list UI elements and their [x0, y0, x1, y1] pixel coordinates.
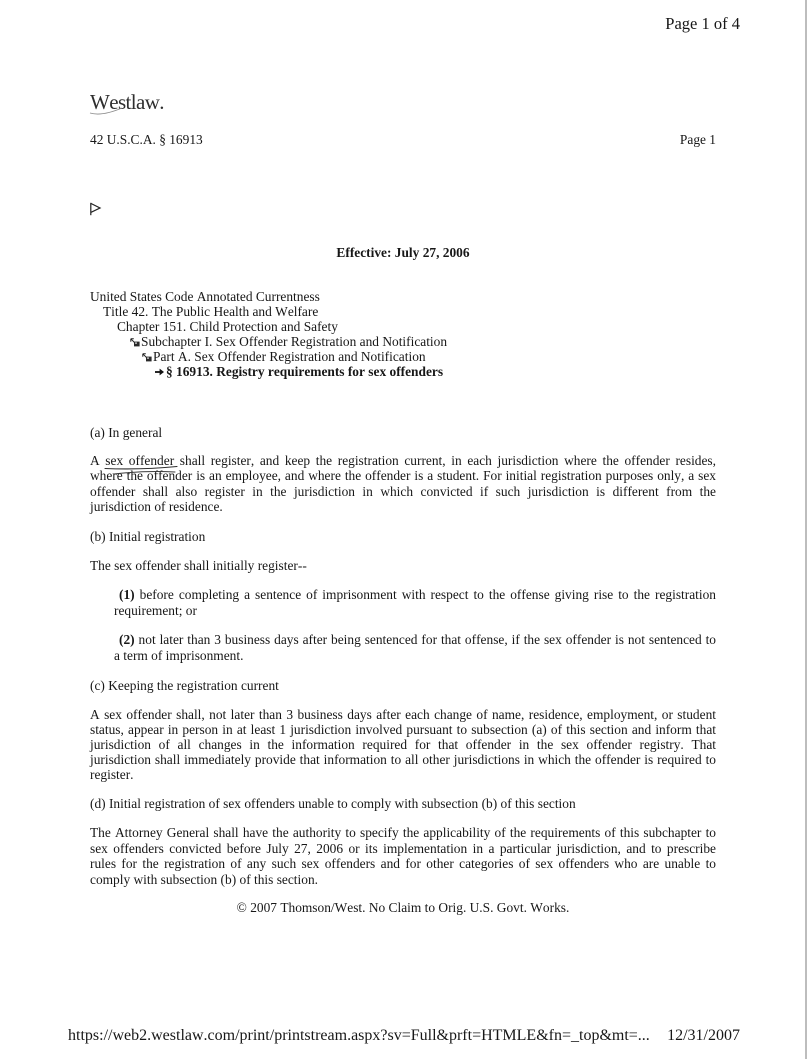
hierarchy-subchapter	[90, 334, 447, 349]
paragraph-line: jurisdiction of residence.	[90, 498, 223, 514]
hierarchy-subchapter-label: Subchapter I. Sex Offender Registration and Notification	[141, 334, 448, 349]
item-line: requirement; or	[114, 603, 197, 618]
logo-swoosh-icon	[88, 104, 128, 116]
section-d-paragraph	[90, 825, 716, 887]
paragraph-line: offender shall also register in the jurisdiction in which convicted if such jurisdiction is different from the	[90, 483, 716, 499]
hierarchy-section-label: § 16913. Registry requirements for sex offenders	[166, 364, 444, 379]
handwritten-underline-mark	[100, 460, 182, 480]
right-arrow-icon	[155, 368, 164, 376]
page-count: Page 1 of 4	[665, 14, 740, 33]
paragraph-line: A sex offender shall, not later than 3 business days after each change of name, residence, employment, or student	[90, 707, 716, 722]
hierarchy-code: United States Code Annotated Currentness	[90, 289, 320, 304]
item-text: before completing a sentence of imprisonment with respect to the offense giving rise to the registration	[139, 587, 716, 602]
hierarchy-title: Title 42. The Public Health and Welfare	[103, 304, 319, 319]
hierarchy-part-label: Part A. Sex Offender Registration and Notification	[153, 349, 426, 364]
keycite-flag-icon	[89, 202, 102, 216]
hierarchy-part	[90, 349, 447, 364]
footer-url: https://web2.westlaw.com/print/printstream.aspx?sv=Full&prft=HTMLE&fn=_top&mt=...	[68, 1027, 650, 1044]
section-a-paragraph	[90, 453, 716, 514]
item-line	[114, 632, 716, 648]
paragraph-line: jurisdiction shall immediately provide that information to all other jurisdictions in which the offender is required to	[90, 752, 716, 767]
paragraph-line: status, appear in person in at least 1 jurisdiction involved pursuant to subsection (a) of this section and inform that	[90, 722, 716, 737]
scan-edge-line	[805, 0, 807, 1059]
paragraph-line: where the offender is an employee, and where the offender is a student. For initial registration purposes only, a sex	[90, 468, 716, 484]
paragraph-line: A sex offender shall register, and keep the registration current, in each jurisdiction where the offender resides,	[90, 453, 716, 468]
paragraph-line: comply with subsection (b) of this section.	[90, 871, 318, 887]
paragraph-line: rules for the registration of any such sex offenders and for other categories of sex offenders who are unable to	[90, 856, 716, 872]
section-b-item-1	[114, 587, 716, 619]
effective-date: Effective: July 27, 2006	[336, 245, 470, 260]
item-number: (2)	[119, 632, 135, 647]
footer-print-date: 12/31/2007	[667, 1027, 740, 1044]
item-line: a term of imprisonment.	[114, 648, 244, 663]
hierarchy-chapter: Chapter 151. Child Protection and Safety	[117, 319, 338, 334]
paragraph-line: sex offenders convicted before July 27, 2006 or its implementation in a particular jurisdiction, and to prescribe	[90, 840, 716, 856]
section-b-item-2	[114, 632, 716, 664]
section-a-heading: (a) In general	[90, 425, 163, 440]
citation-reference: 42 U.S.C.A. § 16913	[90, 132, 203, 147]
item-number: (1)	[119, 587, 135, 602]
item-text: not later than 3 business days after being sentenced for that offense, if the sex offender is not sentenced to	[138, 632, 716, 647]
toc-link-icon	[130, 338, 140, 347]
section-c-paragraph	[90, 707, 716, 782]
item-line	[114, 587, 716, 603]
section-b-heading: (b) Initial registration	[90, 529, 206, 544]
paragraph-line: register.	[90, 767, 134, 782]
westlaw-logo-text: Westlaw.	[90, 90, 164, 114]
toc-link-icon	[142, 353, 152, 362]
westlaw-logo	[90, 90, 164, 114]
section-b-intro: The sex offender shall initially register--	[90, 558, 307, 573]
document-hierarchy	[90, 289, 447, 379]
hierarchy-section	[90, 364, 447, 379]
paragraph-line: jurisdiction of all changes in the information required for that offender in the sex offender registry. That	[90, 737, 716, 752]
section-c-heading: (c) Keeping the registration current	[90, 678, 279, 693]
copyright-notice: © 2007 Thomson/West. No Claim to Orig. U.S. Govt. Works.	[236, 900, 570, 915]
section-d-heading: (d) Initial registration of sex offenders unable to comply with subsection (b) of this section	[90, 796, 576, 811]
paragraph-line: The Attorney General shall have the authority to specify the applicability of the requirements of this subchapter to	[90, 825, 716, 840]
citation-page-number: Page 1	[679, 132, 716, 147]
